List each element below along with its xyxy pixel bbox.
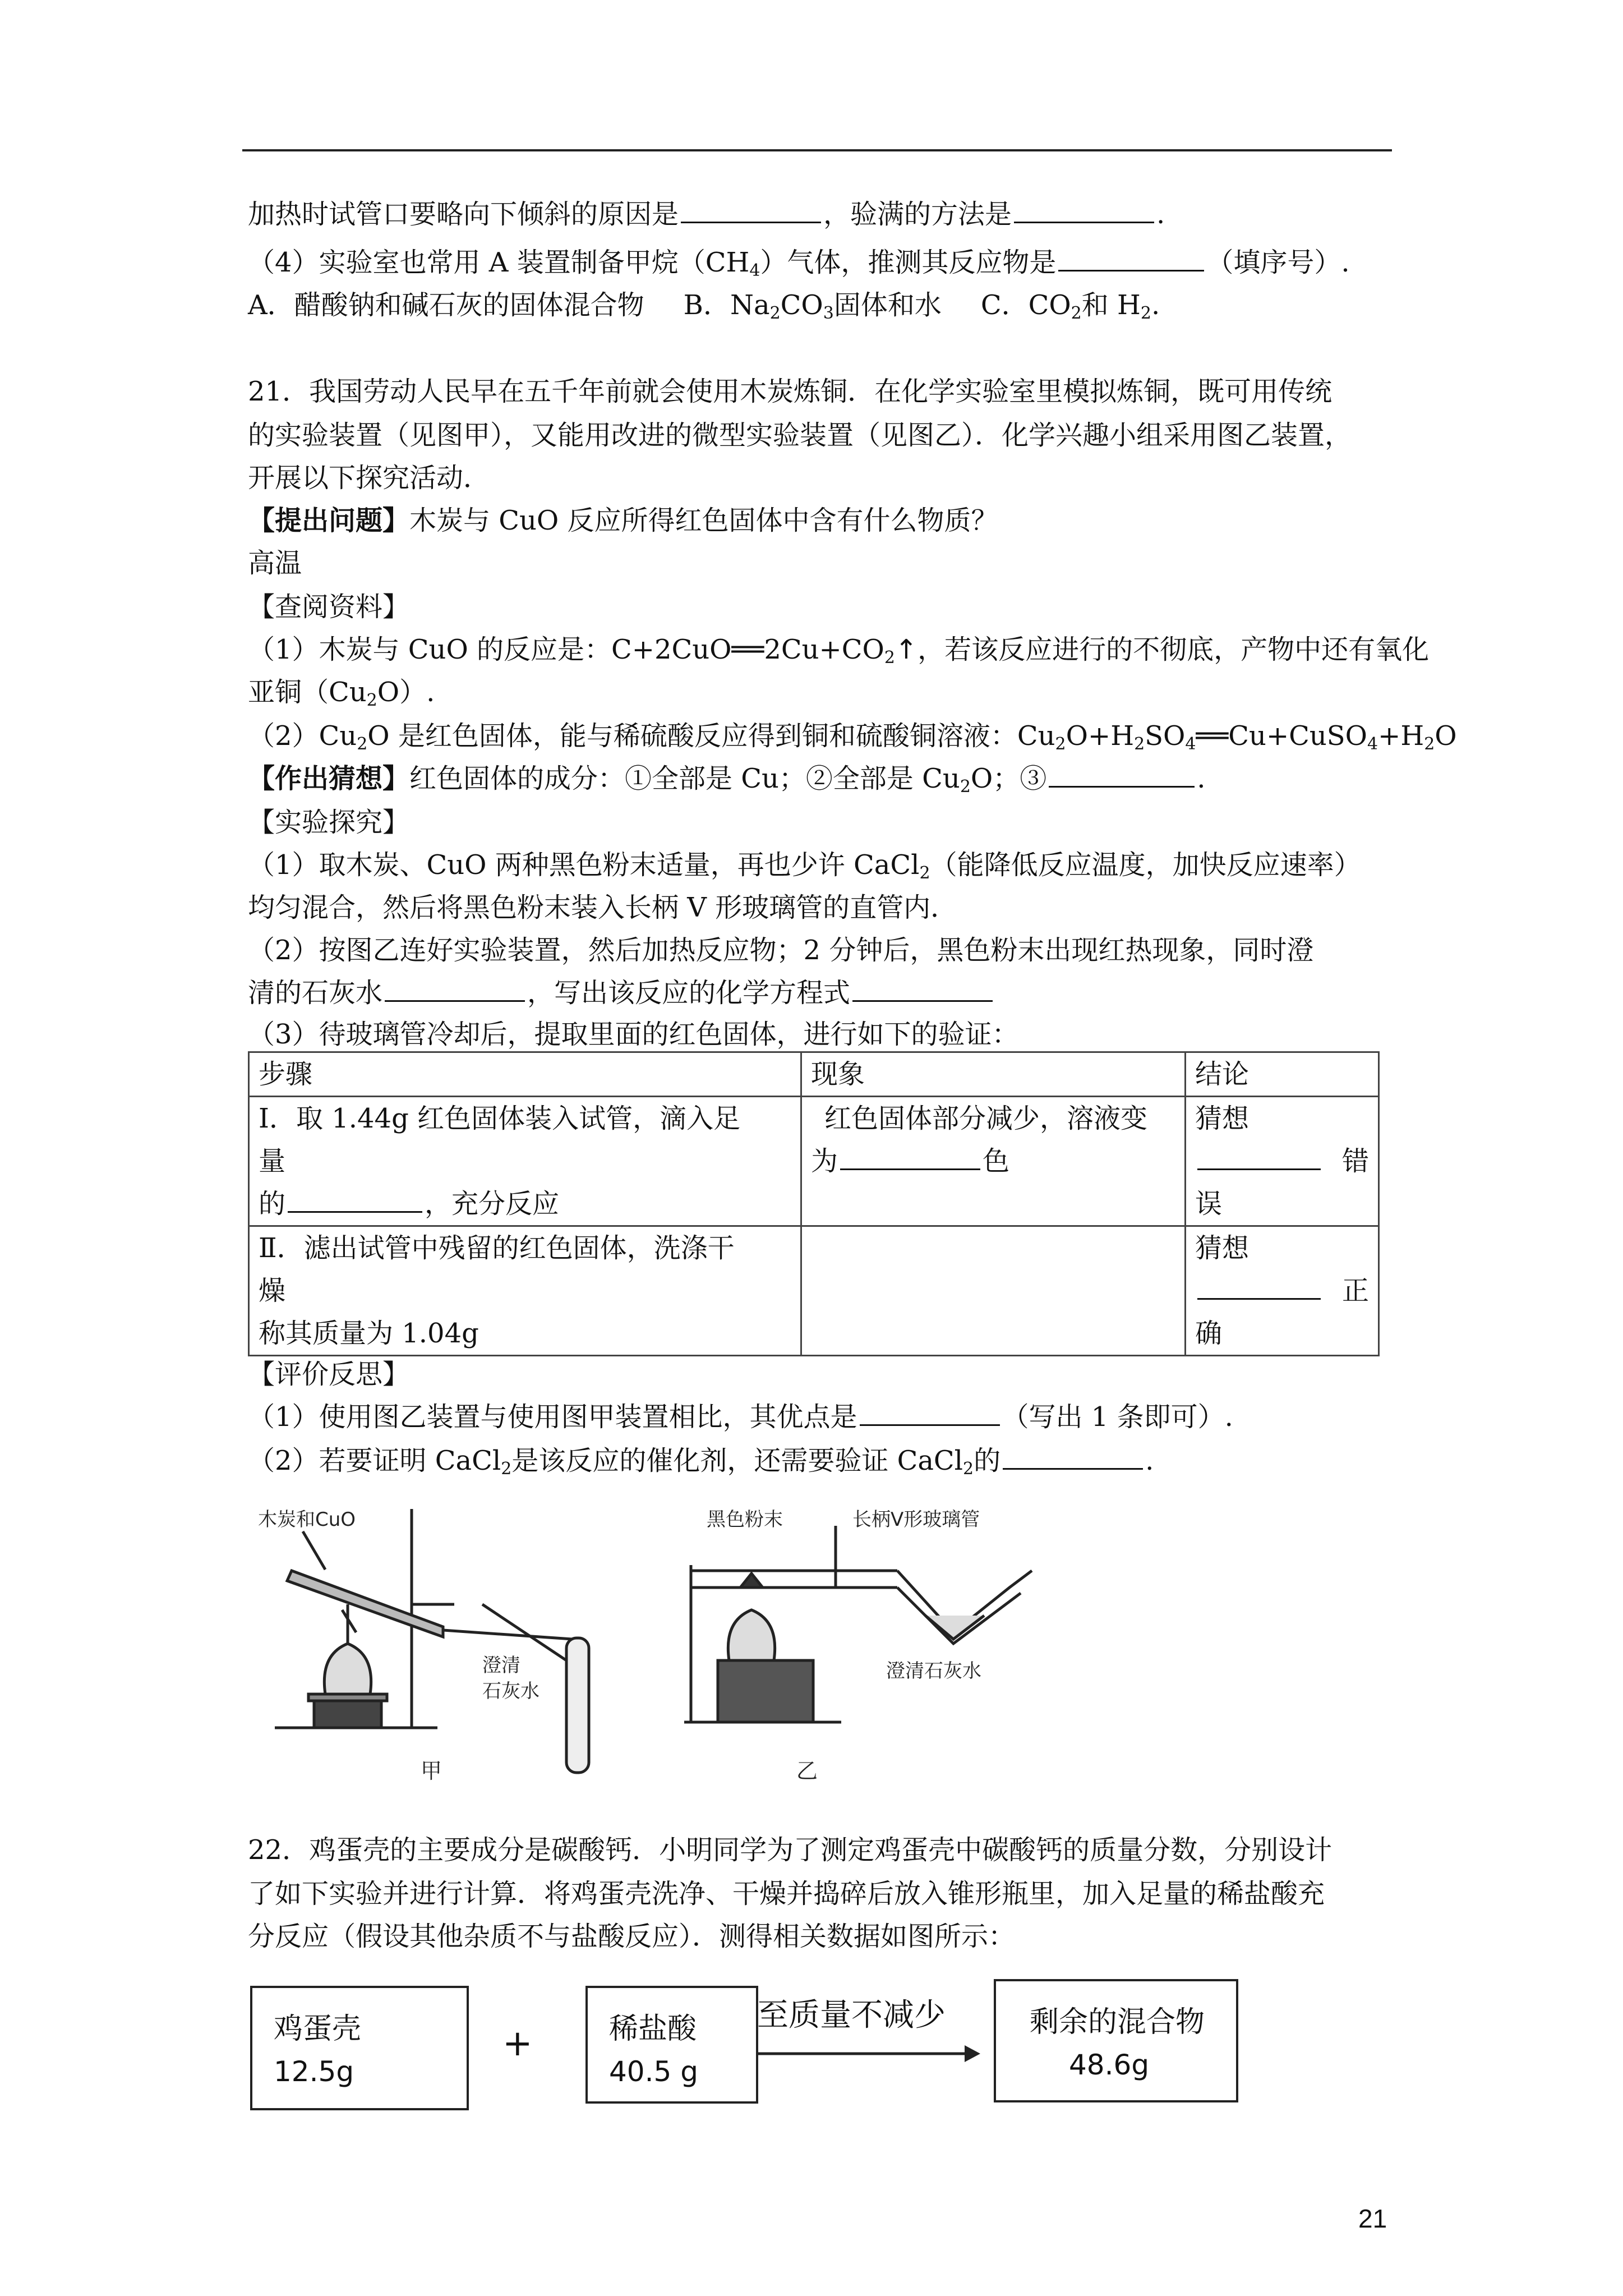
q20-options — [248, 287, 1160, 323]
q22-line-2: 了如下实验并进行计算．将鸡蛋壳洗净、干燥并捣碎后放入锥形瓶里，加入足量的稀盐酸充 — [248, 1878, 1325, 1910]
flow-box-remaining-mixture: 剩余的混合物 48.6g — [994, 1979, 1238, 2102]
header-phenomenon: 现象 — [801, 1052, 1186, 1097]
answer-blank[interactable] — [1049, 761, 1195, 788]
row1-conclusion: 猜想 错 误 — [1186, 1097, 1379, 1226]
q21-intro-3: 开展以下探究活动． — [248, 462, 491, 494]
q21-ref-2: $(2)Cu_2O$ 是红色固体，能与稀硫酸反应得到铜和硫酸铜溶液：$Cu_2O+H_2SO_4══Cu+CuSO_4+H_2O$ — [248, 720, 1457, 754]
answer-blank[interactable] — [840, 1144, 980, 1170]
header-rule — [242, 149, 1392, 151]
row2-phenomenon — [801, 1226, 1186, 1356]
jia-caption: 甲 — [421, 1759, 442, 1783]
q21-exp-2b: 清的石灰水 ，写出该反应的化学方程式 — [248, 975, 995, 1011]
apparatus-yi-figure — [662, 1492, 1122, 1789]
answer-blank[interactable] — [1197, 1144, 1321, 1170]
answer-blank[interactable] — [852, 976, 993, 1002]
answer-blank[interactable] — [1014, 197, 1154, 223]
header-conclusion: 结论 — [1186, 1052, 1379, 1097]
table-header-row — [249, 1052, 1379, 1097]
row1-phenomenon: 红色固体部分减少，溶液变 为 色 — [801, 1097, 1186, 1226]
row2-step: Ⅱ．滤出试管中残留的红色固体，洗涤干 燥 称其质量为 1.04g — [249, 1226, 801, 1356]
q21-hypothesis: 【作出猜想】红色固体的成分：①全部是 Cu；②全部是 $Cu_2O$；③ . — [248, 761, 1206, 797]
row1-step: Ⅰ．取 1.44g 红色固体装入试管，滴入足 量 的 ，充分反应 — [249, 1097, 801, 1226]
q21-intro-1: 21．我国劳动人民早在五千年前就会使用木炭炼铜．在化学实验室里模拟炼铜，既可用传统 — [248, 376, 1332, 407]
table-row — [249, 1097, 1379, 1226]
q21-gaowen: 高温 — [248, 547, 302, 579]
q21-ref-1b: 亚铜$(Cu_2O)$. — [248, 677, 435, 710]
yi-label-v-tube: 长柄V形玻璃管 — [852, 1508, 980, 1531]
q21-ref-1: （1）木炭与 CuO 的反应是：$C+2CuO══2Cu+CO_2↑$，若该反应进行的不彻底，产物中还有氧化 — [248, 634, 1430, 668]
table-row — [249, 1226, 1379, 1356]
q21-intro-2: 的实验装置（见图甲），又能用改进的微型实验装置（见图乙）．化学兴趣小组采用图乙装置， — [248, 420, 1352, 451]
flow-arrow-icon — [757, 2040, 981, 2068]
q21-exp-2: （2）按图乙连好实验装置，然后加热反应物；2 分钟后，黑色粉末出现红热现象，同时澄 — [248, 935, 1314, 966]
row2-conclusion: 猜想 正 确 — [1186, 1226, 1379, 1356]
verification-table — [248, 1051, 1380, 1356]
answer-blank[interactable] — [1003, 1443, 1143, 1470]
plus-sign: + — [502, 2023, 533, 2064]
q21-eval-1: （1）使用图乙装置与使用图甲装置相比，其优点是 （写出 1 条即可）. — [248, 1399, 1233, 1435]
q21-eval-head: 【评价反思】 — [248, 1359, 410, 1390]
answer-blank[interactable] — [860, 1400, 1000, 1426]
page-number: 21 — [1358, 2204, 1387, 2233]
q20-line-1: 加热时试管口要略向下倾斜的原因是 ，验满的方法是 . — [248, 196, 1165, 232]
yi-label-black-powder: 黑色粉末 — [707, 1508, 783, 1531]
q21-exp-1b: 均匀混合，然后将黑色粉末装入长柄 V 形玻璃管的直管内． — [248, 892, 958, 923]
answer-blank[interactable] — [1197, 1273, 1321, 1300]
q22-line-1: 22．鸡蛋壳的主要成分是碳酸钙．小明同学为了测定鸡蛋壳中碳酸钙的质量分数，分别设计 — [248, 1834, 1332, 1866]
flow-arrow-label: 至质量不减少 — [757, 1997, 946, 2033]
q21-eval-2: （2）若要证明 CaCl$_2$是该反应的催化剂，还需要验证 CaCl$_2$的 . — [248, 1443, 1154, 1479]
answer-blank[interactable] — [1058, 245, 1204, 272]
jia-label-charcoal-cuo: 木炭和CuO — [258, 1508, 356, 1531]
jia-label-limewater-1: 澄清 — [482, 1654, 520, 1677]
option-c: C．$CO_2$和 $H_2$. — [980, 289, 1160, 323]
option-b: B．$Na_2CO_3$固体和水 — [683, 289, 942, 323]
q21-question: 【提出问题】木炭与 CuO 反应所得红色固体中含有什么物质？ — [248, 505, 998, 536]
answer-blank[interactable] — [385, 976, 525, 1002]
answer-blank[interactable] — [681, 197, 821, 223]
header-step: 步骤 — [249, 1052, 801, 1097]
answer-blank[interactable] — [288, 1186, 422, 1213]
option-a: A．醋酸钠和碱石灰的固体混合物 — [248, 289, 644, 321]
q21-ref-head: 【查阅资料】 — [248, 591, 410, 623]
q21-exp-head: 【实验探究】 — [248, 807, 410, 838]
flow-box-hcl: 稀盐酸 40.5 g — [585, 1986, 758, 2104]
q21-exp-1: （1）取木炭、CuO 两种黑色粉末适量，再也少许 CaCl$_2$（能降低反应温度，加快反应速率） — [248, 849, 1361, 883]
yi-label-limewater: 澄清石灰水 — [886, 1660, 981, 1682]
jia-label-limewater-2: 石灰水 — [482, 1680, 540, 1703]
flow-box-eggshell: 鸡蛋壳 12.5g — [250, 1986, 469, 2110]
q22-line-3: 分反应（假设其他杂质不与盐酸反应）．测得相关数据如图所示： — [248, 1921, 1016, 1952]
yi-caption: 乙 — [796, 1759, 818, 1783]
q21-exp-3: （3）待玻璃管冷却后，提取里面的红色固体，进行如下的验证： — [248, 1019, 1019, 1050]
q20-line-2: （4）实验室也常用 A 装置制备甲烷$(CH_4)$气体，推测其反应物是 （填序号）. — [248, 245, 1350, 280]
